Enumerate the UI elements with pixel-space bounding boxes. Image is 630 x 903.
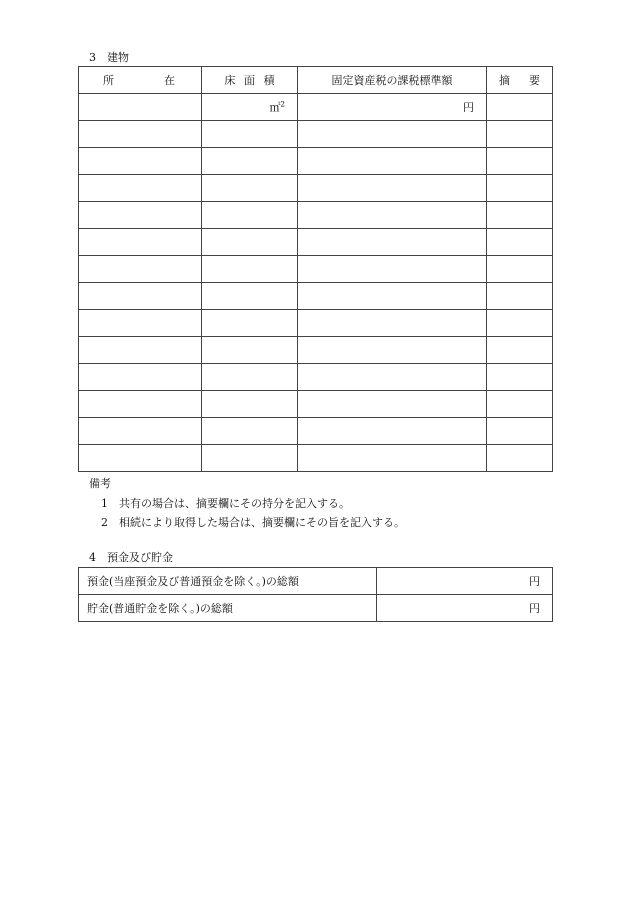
section4-title: 4 預金及び貯金 xyxy=(89,551,173,564)
tax-value-cell[interactable] xyxy=(298,445,487,472)
building-table xyxy=(78,66,553,472)
remarks-cell[interactable] xyxy=(487,94,553,121)
remarks-item: 2 相続により取得した場合は、摘要欄にその旨を記入する。 xyxy=(101,516,405,529)
table-row xyxy=(79,310,553,337)
tax-value-cell[interactable] xyxy=(298,256,487,283)
location-cell[interactable] xyxy=(79,310,202,337)
savings-label: 貯金(普通貯金を除く。)の総額 xyxy=(79,595,377,622)
floor-area-cell[interactable] xyxy=(202,148,298,175)
remarks-cell[interactable] xyxy=(487,418,553,445)
floor-area-cell[interactable] xyxy=(202,229,298,256)
floor-area-cell[interactable] xyxy=(202,283,298,310)
location-cell[interactable] xyxy=(79,256,202,283)
header-floor-area: 床 面 積 xyxy=(202,67,298,94)
location-cell[interactable] xyxy=(79,337,202,364)
tax-value-cell[interactable] xyxy=(298,283,487,310)
deposit-label: 預金(当座預金及び普通預金を除く。)の総額 xyxy=(79,568,377,595)
header-row xyxy=(79,67,553,94)
location-cell[interactable] xyxy=(79,391,202,418)
floor-area-cell[interactable]: ㎡$^2$ xyxy=(202,94,298,121)
header-location: 所 在 xyxy=(79,67,202,94)
table-row xyxy=(79,595,553,622)
table-row xyxy=(79,337,553,364)
tax-value-cell[interactable]: 円 xyxy=(298,94,487,121)
tax-value-cell[interactable] xyxy=(298,202,487,229)
location-cell[interactable] xyxy=(79,364,202,391)
remarks-cell[interactable] xyxy=(487,121,553,148)
table-row xyxy=(79,418,553,445)
table-row xyxy=(79,568,553,595)
table-row xyxy=(79,256,553,283)
location-cell[interactable] xyxy=(79,445,202,472)
remarks-cell[interactable] xyxy=(487,391,553,418)
table-row xyxy=(79,229,553,256)
remarks-cell[interactable] xyxy=(487,148,553,175)
location-cell[interactable] xyxy=(79,418,202,445)
remarks-cell[interactable] xyxy=(487,283,553,310)
section3-title: 3 建物 xyxy=(89,51,129,64)
remarks-cell[interactable] xyxy=(487,175,553,202)
table-row xyxy=(79,175,553,202)
table-row xyxy=(79,121,553,148)
table-row xyxy=(79,148,553,175)
floor-area-cell[interactable] xyxy=(202,391,298,418)
remarks-cell[interactable] xyxy=(487,256,553,283)
remarks-cell[interactable] xyxy=(487,229,553,256)
location-cell[interactable] xyxy=(79,121,202,148)
location-cell[interactable] xyxy=(79,202,202,229)
remarks-title: 備考 xyxy=(89,477,111,490)
floor-area-cell[interactable] xyxy=(202,418,298,445)
floor-area-cell[interactable] xyxy=(202,121,298,148)
tax-value-cell[interactable] xyxy=(298,310,487,337)
remarks-cell[interactable] xyxy=(487,364,553,391)
tax-value-cell[interactable] xyxy=(298,121,487,148)
location-cell[interactable] xyxy=(79,175,202,202)
tax-value-cell[interactable] xyxy=(298,337,487,364)
table-row xyxy=(79,94,553,121)
table-row xyxy=(79,202,553,229)
tax-value-cell[interactable] xyxy=(298,175,487,202)
location-cell[interactable] xyxy=(79,229,202,256)
floor-area-cell[interactable] xyxy=(202,175,298,202)
deposits-table xyxy=(78,567,553,622)
floor-area-cell[interactable] xyxy=(202,256,298,283)
tax-value-cell[interactable] xyxy=(298,364,487,391)
location-cell[interactable] xyxy=(79,148,202,175)
remarks-cell[interactable] xyxy=(487,337,553,364)
floor-area-cell[interactable] xyxy=(202,310,298,337)
deposit-amount-cell[interactable]: 円 xyxy=(377,568,553,595)
remarks-cell[interactable] xyxy=(487,310,553,337)
floor-area-cell[interactable] xyxy=(202,364,298,391)
location-cell[interactable] xyxy=(79,283,202,310)
location-cell[interactable] xyxy=(79,94,202,121)
savings-amount-cell[interactable]: 円 xyxy=(377,595,553,622)
table-row xyxy=(79,391,553,418)
remarks-item: 1 共有の場合は、摘要欄にその持分を記入する。 xyxy=(101,497,350,510)
tax-value-cell[interactable] xyxy=(298,148,487,175)
header-tax-value: 固定資産税の課税標準額 xyxy=(298,67,487,94)
remarks-cell[interactable] xyxy=(487,202,553,229)
floor-area-cell[interactable] xyxy=(202,445,298,472)
floor-area-cell[interactable] xyxy=(202,337,298,364)
header-remarks: 摘 要 xyxy=(487,67,553,94)
tax-value-cell[interactable] xyxy=(298,418,487,445)
tax-value-cell[interactable] xyxy=(298,229,487,256)
table-row xyxy=(79,364,553,391)
remarks-cell[interactable] xyxy=(487,445,553,472)
table-row xyxy=(79,445,553,472)
table-row xyxy=(79,283,553,310)
tax-value-cell[interactable] xyxy=(298,391,487,418)
floor-area-cell[interactable] xyxy=(202,202,298,229)
